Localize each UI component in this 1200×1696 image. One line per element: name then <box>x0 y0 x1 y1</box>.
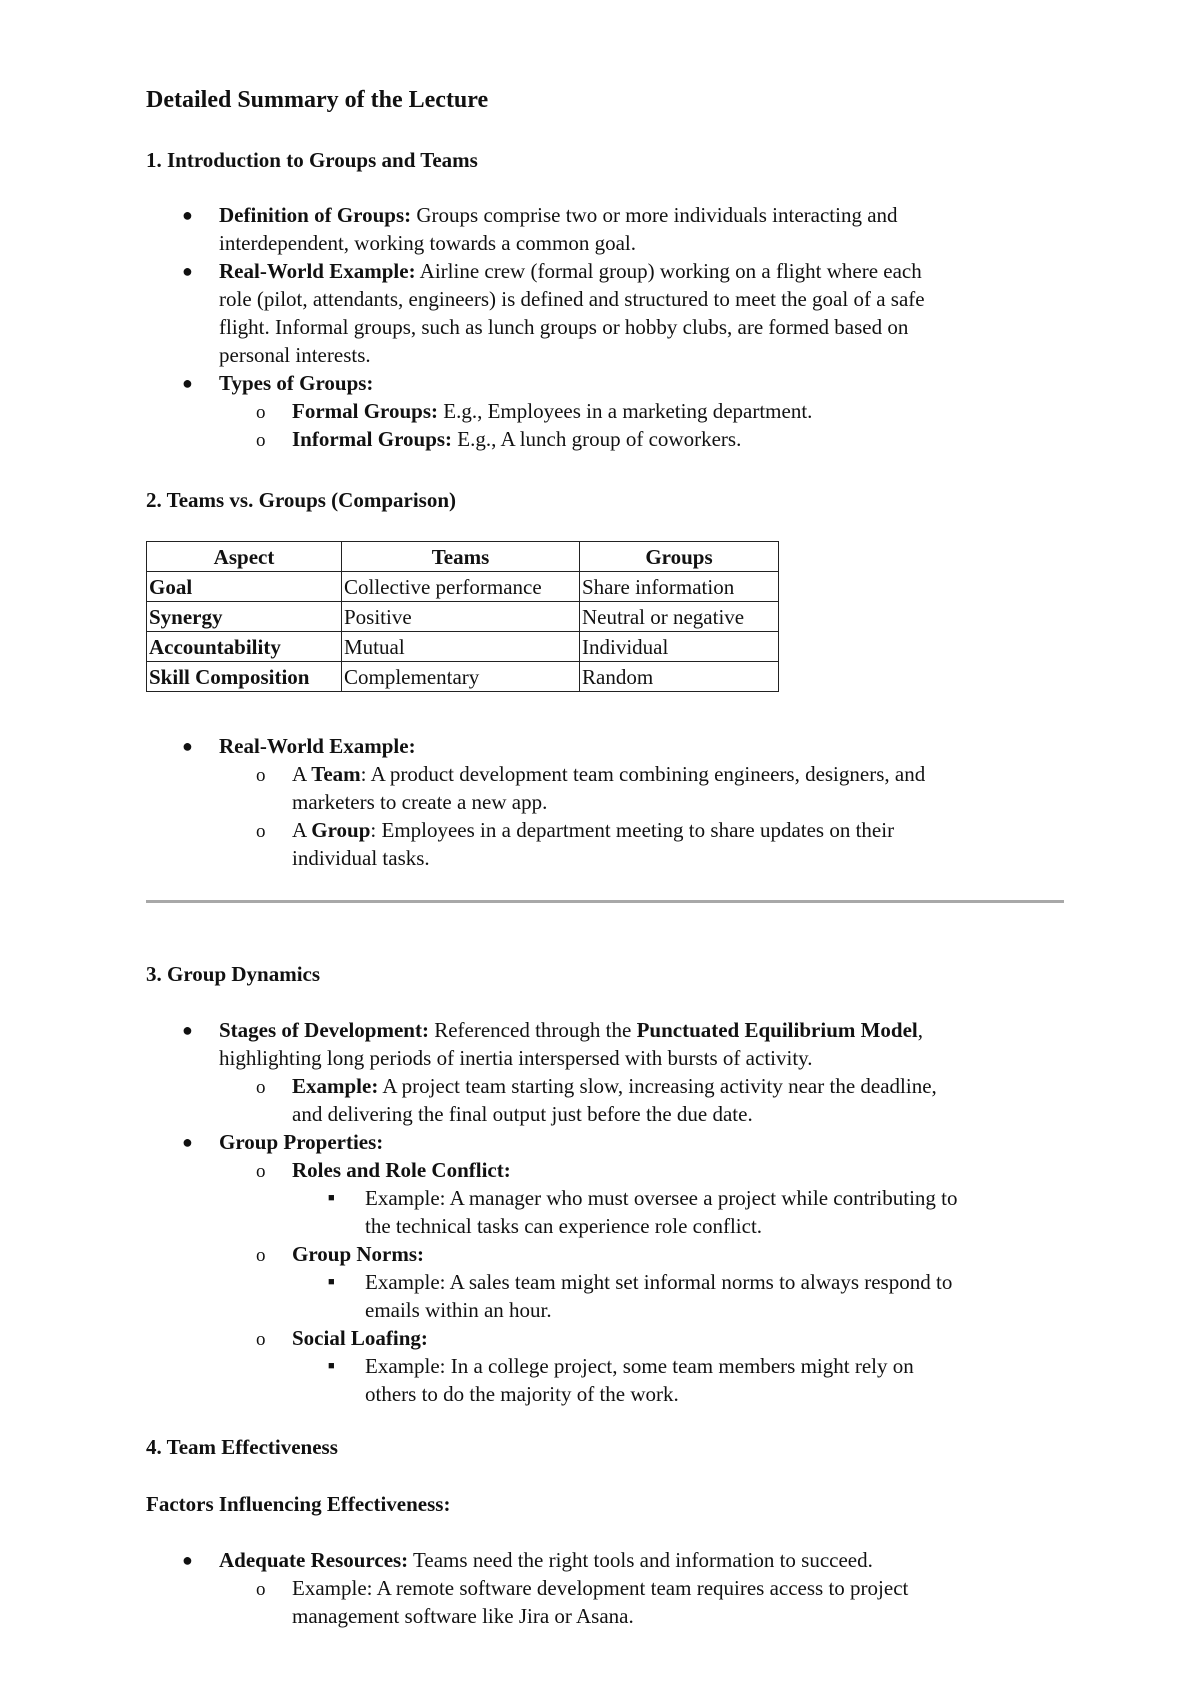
item-text: personal interests. <box>219 343 371 367</box>
bullet-icon: ● <box>182 205 193 225</box>
item-text: interdependent, working towards a common goal. <box>219 231 636 255</box>
bold-label: Adequate Resources: <box>219 1548 409 1572</box>
bold-label: Roles and Role Conflict: <box>292 1158 511 1182</box>
sublist-item-team <box>146 760 1066 816</box>
bold-label: Definition of Groups: <box>219 203 412 227</box>
section-3-list <box>146 1016 1076 1408</box>
table-row <box>147 572 779 602</box>
section-2-list <box>146 732 1066 872</box>
table-header-row <box>147 542 779 572</box>
item-text: Example: A sales team might set informal norms to always respond to <box>365 1270 953 1294</box>
item-text: Groups comprise two or more individuals interacting and <box>411 203 898 227</box>
item-text: management software like Jira or Asana. <box>292 1604 634 1628</box>
section-3-heading: 3. Group Dynamics <box>146 962 321 986</box>
item-text: emails within an hour. <box>365 1298 552 1322</box>
bullet-icon: ● <box>182 261 193 281</box>
circle-bullet-icon: o <box>256 1579 266 1600</box>
item-text: A project team starting slow, increasing activity near the deadline, <box>378 1074 937 1098</box>
item-text: flight. Informal groups, such as lunch groups or hobby clubs, are formed based on <box>219 315 909 339</box>
circle-bullet-icon: o <box>256 765 266 786</box>
bold-label: Types of Groups: <box>219 371 374 395</box>
sublist-item-formal <box>146 397 1066 425</box>
sublist-item-social-loafing <box>146 1324 1076 1352</box>
page-title: Detailed Summary of the Lecture <box>146 87 489 113</box>
item-text: role (pilot, attendants, engineers) is defined and structured to meet the goal of a safe <box>219 287 925 311</box>
bold-label: Example: <box>292 1074 379 1098</box>
item-text: A <box>292 762 312 786</box>
circle-bullet-icon: o <box>256 821 266 842</box>
table-cell: Collective performance <box>342 572 580 602</box>
item-text: individual tasks. <box>292 846 430 870</box>
bold-label: Group Properties: <box>219 1130 384 1154</box>
bullet-icon: ● <box>182 1020 193 1040</box>
table-cell: Mutual <box>342 632 580 662</box>
section-4-subheading: Factors Influencing Effectiveness: <box>146 1492 451 1516</box>
bold-label: Informal Groups: <box>292 427 453 451</box>
list-item-definition <box>146 201 1066 257</box>
column-header: Teams <box>342 542 580 572</box>
circle-bullet-icon: o <box>256 1329 266 1350</box>
table-cell: Complementary <box>342 662 580 692</box>
list-item-stages <box>146 1016 1076 1072</box>
section-1-list <box>146 201 1066 453</box>
horizontal-rule <box>146 900 1064 903</box>
bold-label: Real-World Example: <box>219 734 416 758</box>
circle-bullet-icon: o <box>256 1161 266 1182</box>
table-cell: Random <box>580 662 779 692</box>
subsublist-item-roles-example <box>146 1184 1076 1240</box>
item-text: A <box>292 818 312 842</box>
item-text: Example: In a college project, some team members might rely on <box>365 1354 914 1378</box>
table-cell: Accountability <box>147 632 342 662</box>
table-cell: Positive <box>342 602 580 632</box>
list-item-adequate-resources <box>146 1546 1076 1574</box>
item-text: marketers to create a new app. <box>292 790 548 814</box>
sublist-item-roles <box>146 1156 1076 1184</box>
bullet-icon: ● <box>182 736 193 756</box>
subsublist-item-loafing-example <box>146 1352 1076 1408</box>
table-row <box>147 662 779 692</box>
circle-bullet-icon: o <box>256 1077 266 1098</box>
bold-label: Formal Groups: <box>292 399 439 423</box>
item-text: Airline crew (formal group) working on a flight where each <box>415 259 922 283</box>
square-bullet-icon: ■ <box>328 1360 335 1372</box>
item-text: the technical tasks can experience role conflict. <box>365 1214 763 1238</box>
sublist-item-informal <box>146 425 1066 453</box>
item-text: Teams need the right tools and information to succeed. <box>408 1548 873 1572</box>
item-text: : Employees in a department meeting to share updates on their <box>370 818 895 842</box>
section-4-list <box>146 1546 1076 1630</box>
bullet-icon: ● <box>182 373 193 393</box>
item-text: : A product development team combining engineers, designers, and <box>360 762 926 786</box>
sublist-item-norms <box>146 1240 1076 1268</box>
section-4-heading: 4. Team Effectiveness <box>146 1435 338 1459</box>
list-item-real-world-example <box>146 257 1066 369</box>
table-cell: Neutral or negative <box>580 602 779 632</box>
item-text: Example: A remote software development team requires access to project <box>292 1576 909 1600</box>
section-1-heading: 1. Introduction to Groups and Teams <box>146 148 478 172</box>
item-text: others to do the majority of the work. <box>365 1382 679 1406</box>
section-2-heading: 2. Teams vs. Groups (Comparison) <box>146 488 456 512</box>
column-header: Aspect <box>147 542 342 572</box>
list-item-group-properties <box>146 1128 1076 1156</box>
bold-label: Real-World Example: <box>219 259 416 283</box>
column-header: Groups <box>580 542 779 572</box>
item-text: E.g., Employees in a marketing department. <box>438 399 813 423</box>
bullet-icon: ● <box>182 1132 193 1152</box>
item-text: E.g., A lunch group of coworkers. <box>452 427 742 451</box>
list-item-types-of-groups <box>146 369 1066 397</box>
circle-bullet-icon: o <box>256 402 266 423</box>
bold-label: Team <box>311 762 361 786</box>
item-text: , <box>917 1018 924 1042</box>
list-item-real-world-example <box>146 732 1066 760</box>
subsublist-item-norms-example <box>146 1268 1076 1324</box>
bullet-icon: ● <box>182 1550 193 1570</box>
item-text: Example: A manager who must oversee a project while contributing to <box>365 1186 958 1210</box>
circle-bullet-icon: o <box>256 1245 266 1266</box>
bold-label: Group Norms: <box>292 1242 425 1266</box>
comparison-table <box>146 541 779 692</box>
circle-bullet-icon: o <box>256 430 266 451</box>
bold-label: Stages of Development: <box>219 1018 429 1042</box>
table-cell: Synergy <box>147 602 342 632</box>
item-text: highlighting long periods of inertia interspersed with bursts of activity. <box>219 1046 813 1070</box>
sublist-item-stages-example <box>146 1072 1076 1128</box>
table-cell: Skill Composition <box>147 662 342 692</box>
bold-label: Social Loafing: <box>292 1326 428 1350</box>
sublist-item-group <box>146 816 1066 872</box>
table-cell: Individual <box>580 632 779 662</box>
table-cell: Goal <box>147 572 342 602</box>
bold-label: Group <box>311 818 371 842</box>
square-bullet-icon: ■ <box>328 1192 335 1204</box>
table-cell: Share information <box>580 572 779 602</box>
bold-label: Punctuated Equilibrium Model <box>636 1018 918 1042</box>
table-row <box>147 632 779 662</box>
item-text: Referenced through the <box>428 1018 637 1042</box>
table-row <box>147 602 779 632</box>
sublist-item-resources-example <box>146 1574 1076 1630</box>
square-bullet-icon: ■ <box>328 1276 335 1288</box>
item-text: and delivering the final output just before the due date. <box>292 1102 753 1126</box>
